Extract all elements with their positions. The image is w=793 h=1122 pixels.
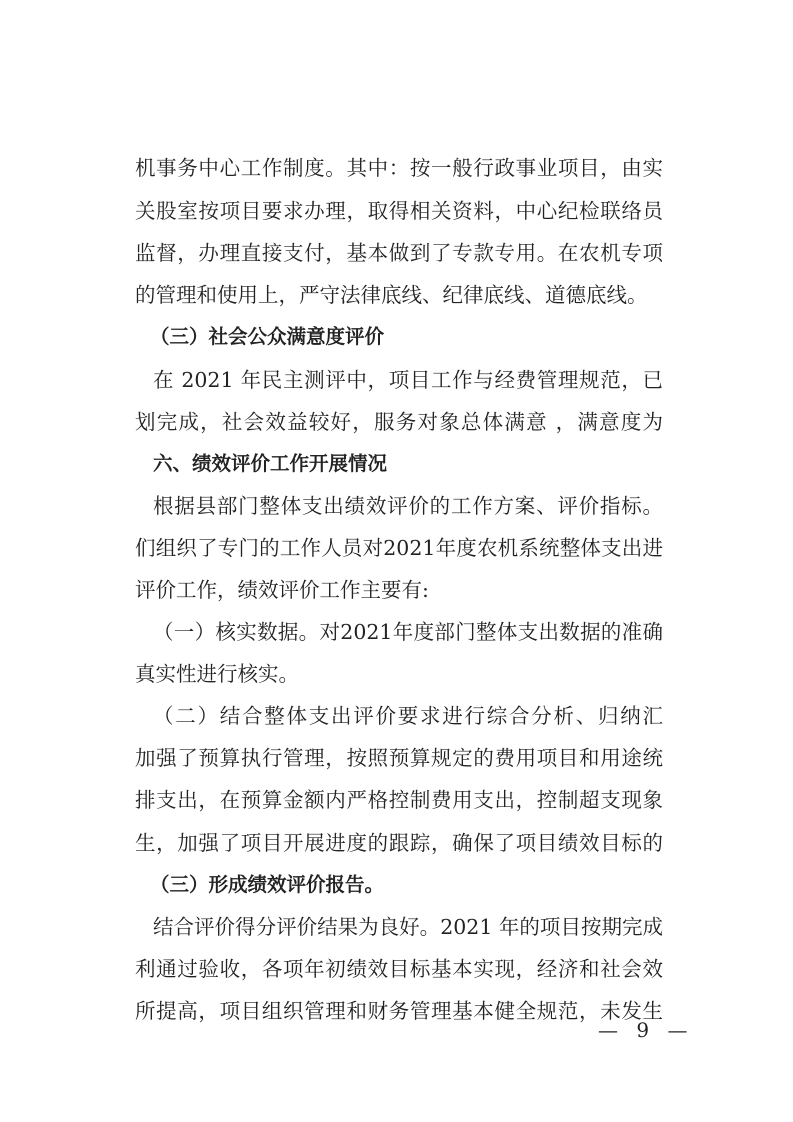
section-heading: 六、绩效评价工作开展情况 xyxy=(153,452,388,475)
body-text-line: 加强了预算执行管理，按照预算规定的费用项目和用途统 xyxy=(135,746,663,770)
body-text-line: 根据县部门整体支出绩效评价的工作方案、评价指标。 xyxy=(153,494,663,518)
body-text-line: 所提高，项目组织管理和财务管理基本健全规范，未发生 xyxy=(135,999,663,1023)
body-text-line: 关股室按项目要求办理，取得相关资料，中心纪检联络员 xyxy=(135,199,663,223)
body-text-line: 评价工作，绩效评价工作主要有: xyxy=(135,578,429,602)
section-heading: （三）社会公众满意度评价 xyxy=(150,325,385,348)
body-text-line: 排支出，在预算金额内严格控制费用支出，控制超支现象 xyxy=(135,788,663,812)
section-heading: （三）形成绩效评价报告。 xyxy=(150,873,385,896)
body-text-line: 监督，办理直接支付，基本做到了专款专用。在农机专项 xyxy=(135,241,663,265)
body-text-line: （一）核实数据。对2021年度部门整体支出数据的准确 xyxy=(153,620,663,644)
body-text-line: 机事务中心工作制度。其中：按一般行政事业项目，由实 xyxy=(135,156,663,180)
body-text-line: 的管理和使用上，严守法律底线、纪律底线、道德底线。 xyxy=(135,283,648,307)
body-text-line: 结合评价得分评价结果为良好。2021 年的项目按期完成 xyxy=(153,915,663,939)
body-text-line: 划完成，社会效益较好，服务对象总体满意 ，满意度为 xyxy=(135,410,663,434)
page-number: — 9 — xyxy=(598,1018,694,1042)
body-text-line: 生，加强了项目开展进度的跟踪，确保了项目绩效目标的 xyxy=(135,831,663,855)
body-text-line: 们组织了专门的工作人员对2021年度农机系统整体支出进 xyxy=(135,536,663,560)
body-text-line: 利通过验收，各项年初绩效目标基本实现，经济和社会效 xyxy=(135,957,663,981)
body-text-line: 在 2021 年民主测评中，项目工作与经费管理规范，已 xyxy=(153,368,663,392)
body-text-line: （二）结合整体支出评价要求进行综合分析、归纳汇 xyxy=(153,704,663,728)
body-text-line: 真实性进行核实。 xyxy=(135,662,299,686)
